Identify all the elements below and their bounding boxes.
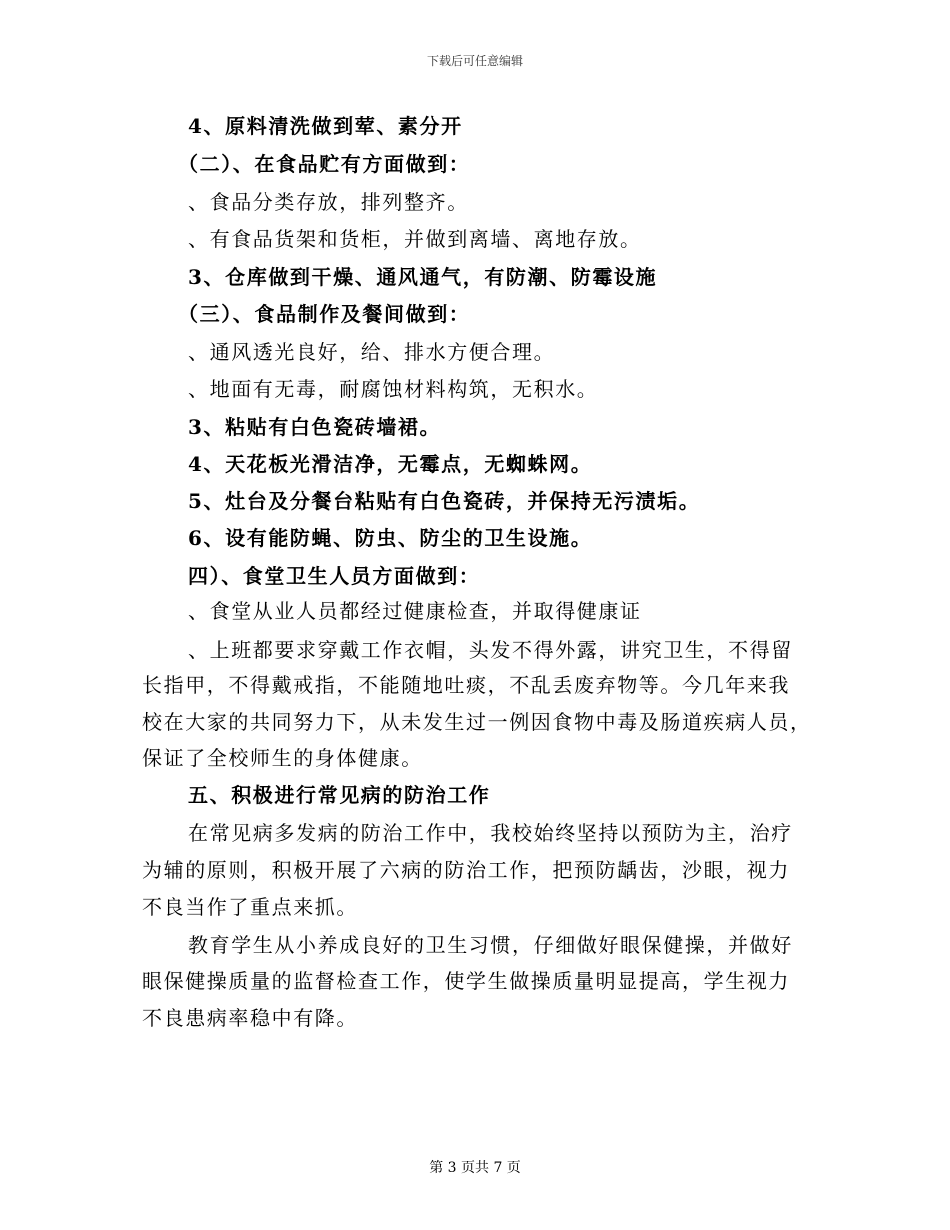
text-line: 长指甲，不得戴戒指，不能随地吐痰，不乱丢废弃物等。今几年来我	[142, 673, 790, 697]
text-line: 、食品分类存放，排列整齐。	[188, 190, 469, 214]
page-header-note: 下载后可任意编辑	[426, 54, 523, 68]
text-line: 、食堂从业人员都经过健康检查，并取得健康证	[188, 599, 642, 623]
text-line: 5、灶台及分餐台粘贴有白色瓷砖，并保持无污渍垢。	[188, 489, 701, 513]
text-line: 在常见病多发病的防治工作中，我校始终坚持以预防为主，治疗	[188, 821, 793, 845]
page-number: 第 3 页共 7 页	[429, 1160, 521, 1176]
text-line: 6、设有能防蝇、防虫、防尘的卫生设施。	[188, 526, 593, 550]
text-line: 不良当作了重点来抓。	[142, 895, 358, 919]
section-heading: 四）、食堂卫生人员方面做到：	[188, 564, 481, 588]
text-line: 4、原料清洗做到荤、素分开	[188, 114, 463, 138]
text-line: 保证了全校师生的身体健康。	[142, 746, 423, 770]
text-line: 校在大家的共同努力下，从未发生过一例因食物中毒及肠道疾病人员，	[142, 710, 812, 734]
text-line: 、上班都要求穿戴工作衣帽，头发不得外露，讲究卫生，不得留	[188, 638, 793, 662]
text-line: 3、粘贴有白色瓷砖墙裙。	[188, 415, 442, 439]
text-line: 教育学生从小养成良好的卫生习惯，仔细做好眼保健操，并做好	[188, 933, 793, 957]
text-line: 、通风透光良好，给、排水方便合理。	[188, 340, 556, 364]
section-heading: （三）、食品制作及餐间做到：	[178, 302, 471, 326]
section-heading: 五、积极进行常见病的防治工作	[188, 783, 491, 807]
text-line: 、地面有无毒，耐腐蚀材料构筑，无积水。	[188, 377, 599, 401]
text-line: 不良患病率稳中有降。	[142, 1006, 358, 1030]
text-line: 4、天花板光滑洁净，无霉点，无蜘蛛网。	[188, 452, 593, 476]
section-heading: （二）、在食品贮有方面做到：	[178, 152, 471, 176]
text-line: 为辅的原则，积极开展了六病的防治工作，把预防龋齿，沙眼，视力	[142, 858, 790, 882]
text-line: 、有食品货架和货柜，并做到离墙、离地存放。	[188, 227, 642, 251]
text-line: 3、仓库做到干燥、通风通气，有防潮、防霉设施	[188, 265, 658, 289]
text-line: 眼保健操质量的监督检查工作，使学生做操质量明显提高，学生视力	[142, 969, 790, 993]
